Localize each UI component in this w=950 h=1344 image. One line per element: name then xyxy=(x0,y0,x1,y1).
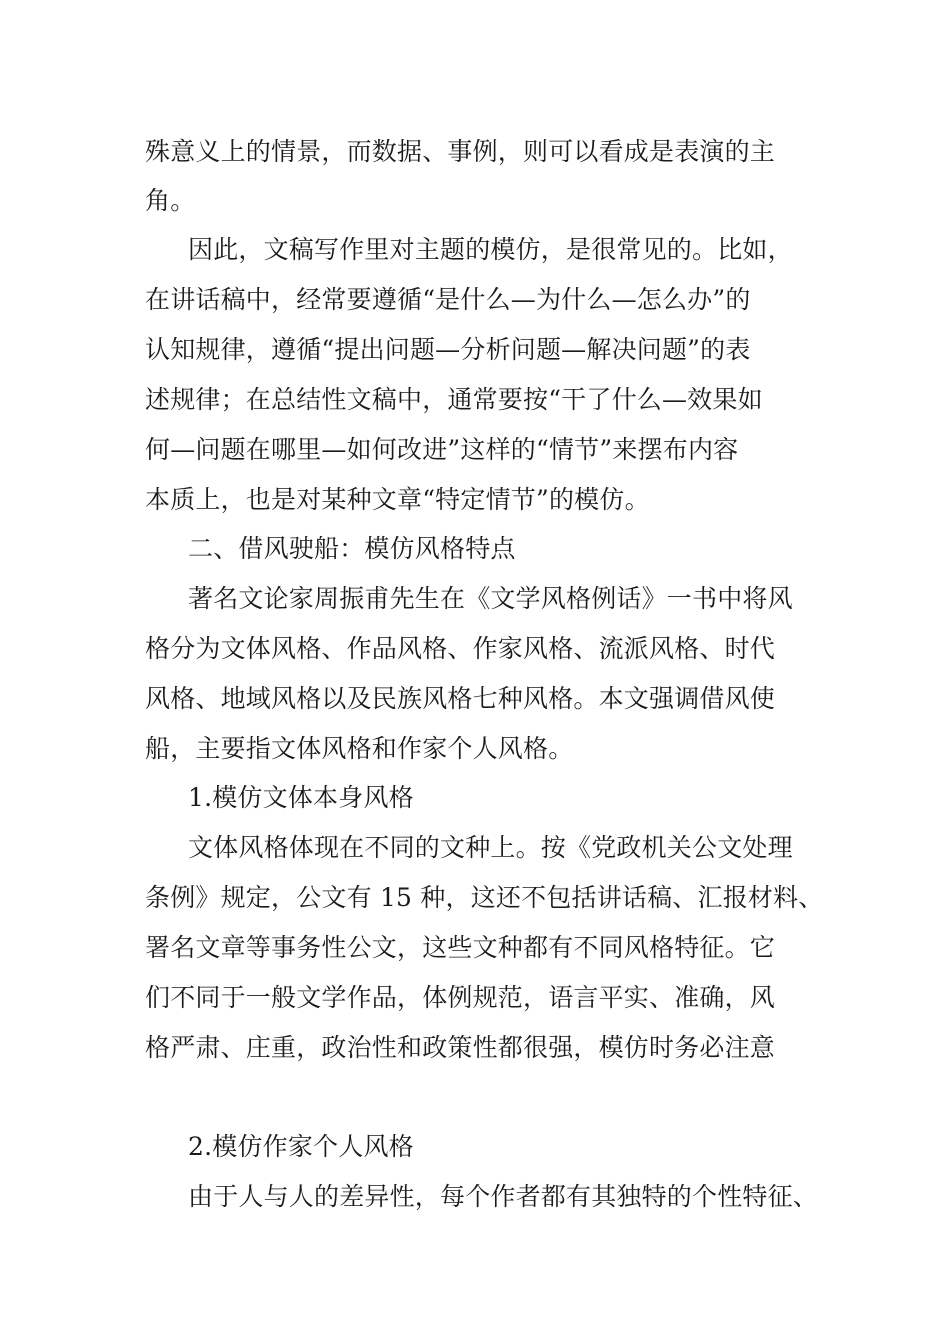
paragraph-first-line: 因此，文稿写作里对主题的模仿，是很常见的。比如， xyxy=(188,235,793,264)
body-text-line: 船，主要指文体风格和作家个人风格。 xyxy=(145,734,574,763)
paragraph-first-line: 文体风格体现在不同的文种上。按《党政机关公文处理 xyxy=(188,833,793,862)
body-text-line: 格严肃、庄重，政治性和政策性都很强，模仿时务必注意 xyxy=(145,1033,776,1062)
body-text-line: 署名文章等事务性公文，这些文种都有不同风格特征。它 xyxy=(145,933,776,962)
body-text-line: 们不同于一般文学作品，体例规范，语言平实、准确，风 xyxy=(145,983,776,1012)
paragraph-first-line: 由于人与人的差异性，每个作者都有其独特的个性特征、 xyxy=(188,1182,819,1211)
body-text-line: 殊意义上的情景，而数据、事例，则可以看成是表演的主 xyxy=(145,137,776,166)
body-text-line: 述规律；在总结性文稿中，通常要按“干了什么—效果如 xyxy=(145,385,763,414)
body-text-line: 风格、地域风格以及民族风格七种风格。本文强调借风使 xyxy=(145,684,776,713)
body-text-line: 角。 xyxy=(145,186,196,215)
body-text-line: 何—问题在哪里—如何改进”这样的“情节”来摆布内容 xyxy=(145,435,739,464)
body-text-line: 条例》规定，公文有 15 种，这还不包括讲话稿、汇报材料、 xyxy=(145,883,824,912)
body-text-line: 认知规律，遵循“提出问题—分析问题—解决问题”的表 xyxy=(145,335,751,364)
subsection-heading: 1.模仿文体本身风格 xyxy=(188,783,414,812)
paragraph-first-line: 著名文论家周振甫先生在《文学风格例话》一书中将风 xyxy=(188,584,793,613)
body-text-line: 在讲话稿中，经常要遵循“是什么—为什么—怎么办”的 xyxy=(145,285,751,314)
body-text-line: 本质上，也是对某种文章“特定情节”的模仿。 xyxy=(145,485,650,514)
subsection-heading: 2.模仿作家个人风格 xyxy=(188,1132,414,1161)
section-heading: 二、借风驶船：模仿风格特点 xyxy=(188,534,516,563)
body-text-line: 格分为文体风格、作品风格、作家风格、流派风格、时代 xyxy=(145,634,776,663)
